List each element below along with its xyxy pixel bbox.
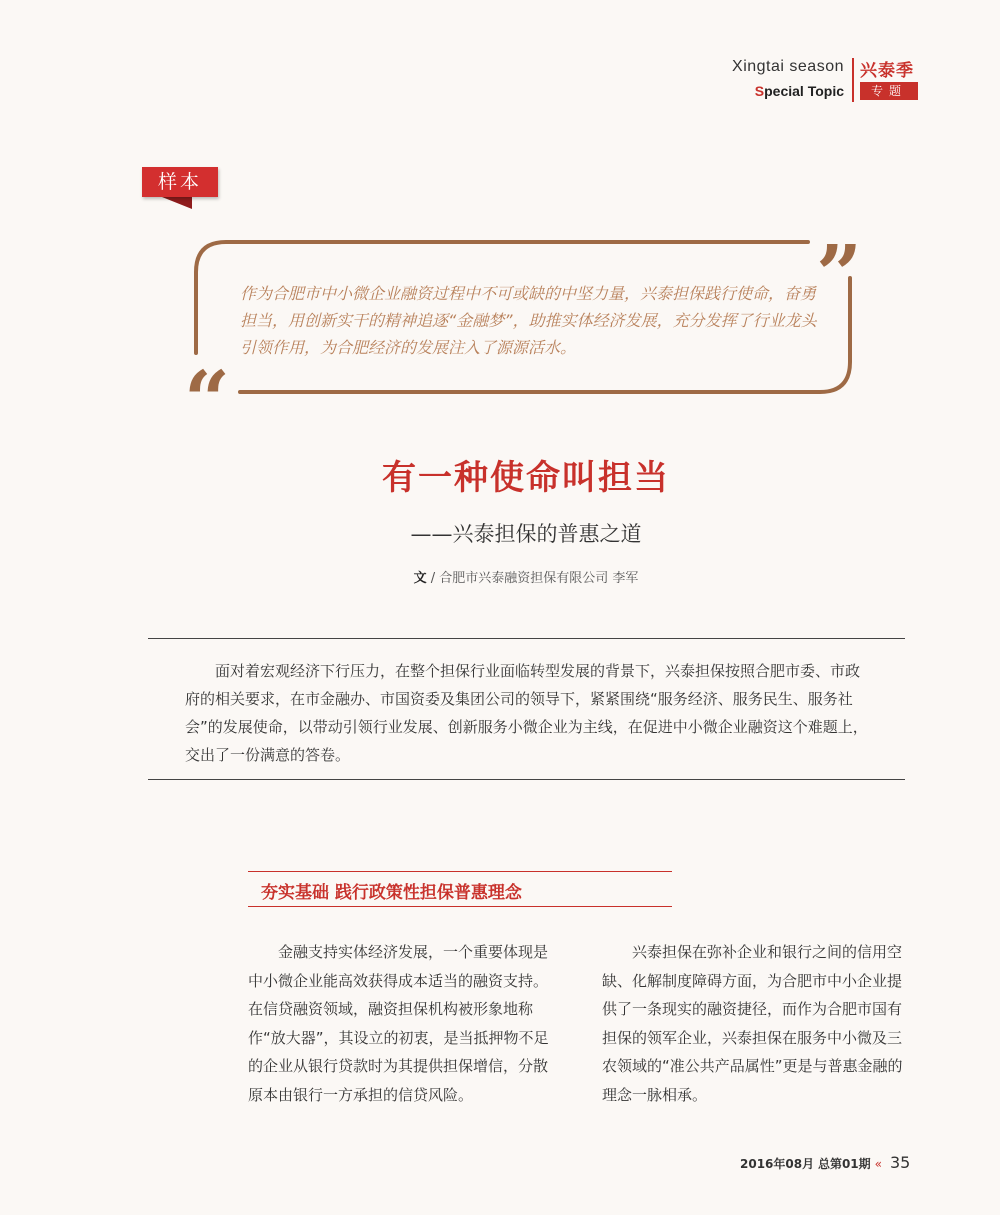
section-heading: 夯实基础 践行政策性担保普惠理念 (261, 883, 522, 903)
open-quote-icon: “ (184, 353, 231, 408)
byline-prefix: 文 (413, 571, 427, 586)
series-name-en: Xingtai season (732, 58, 844, 75)
article-title: 有一种使命叫担当 (382, 458, 670, 498)
special-rest: pecial Topic (764, 83, 844, 99)
byline (0, 567, 1000, 586)
intro-paragraph: 面对着宏观经济下行压力，在整个担保行业面临转型发展的背景下，兴泰担保按照合肥市委、市政府的相关要求，在市金融办、市国资委及集团公司的领导下，紧紧围绕“服务经济、服务民生、服务社会”的发展使命，以带动引领行业发展、创新服务小微企业为主线，在促进中小微企业融资这个难题上，交出了一份满意的答卷。 (185, 662, 868, 764)
page-number: 35 (889, 1153, 911, 1172)
special-topic-label (712, 83, 844, 99)
section-rule-bottom (248, 906, 672, 907)
page-footer (740, 1153, 930, 1172)
sample-ribbon: 样本 (142, 167, 218, 197)
intro-rule-bottom (148, 779, 905, 780)
back-arrow-icon: « (874, 1157, 882, 1171)
special-first-letter: S (754, 83, 765, 99)
ribbon-fold (162, 197, 192, 209)
header-divider (852, 58, 854, 102)
article-subtitle: ——兴泰担保的普惠之道 (410, 522, 642, 546)
section-rule-top (248, 871, 672, 872)
close-quote-icon: ” (816, 228, 863, 321)
byline-author: / 合肥市兴泰融资担保有限公司 李军 (426, 571, 639, 586)
section-tag: 专题 (860, 82, 918, 100)
body-column-right: 兴泰担保在弥补企业和银行之间的信用空缺、化解制度障碍方面，为合肥市中小企业提供了一条现实的融资捷径，而作为合肥市国有担保的领军企业，兴泰担保在服务中小微及三农领域的“准公共产品属性”更是与普惠金融的理念一脉相承。 (602, 943, 903, 1104)
pull-quote: 作为合肥市中小微企业融资过程中不可或缺的中坚力量，兴泰担保践行使命，奋勇担当，用创新实干的精神追逐“金融梦”，助推实体经济发展，充分发挥了行业龙头引领作用，为合肥经济的发展注入了源源活水。 (240, 284, 817, 357)
brand-logo-cn: 兴泰季 (860, 61, 914, 81)
issue-date: 2016年08月 (740, 1157, 815, 1171)
body-column-left: 金融支持实体经济发展，一个重要体现是中小微企业能高效获得成本适当的融资支持。在信贷融资领域，融资担保机构被形象地称作“放大器”，其设立的初衷，是当抵押物不足的企业从银行贷款时为其提供担保增信，分散原本由银行一方承担的信贷风险。 (248, 943, 549, 1104)
intro-rule-top (148, 638, 905, 639)
issue-number: 总第01期 (817, 1157, 871, 1171)
